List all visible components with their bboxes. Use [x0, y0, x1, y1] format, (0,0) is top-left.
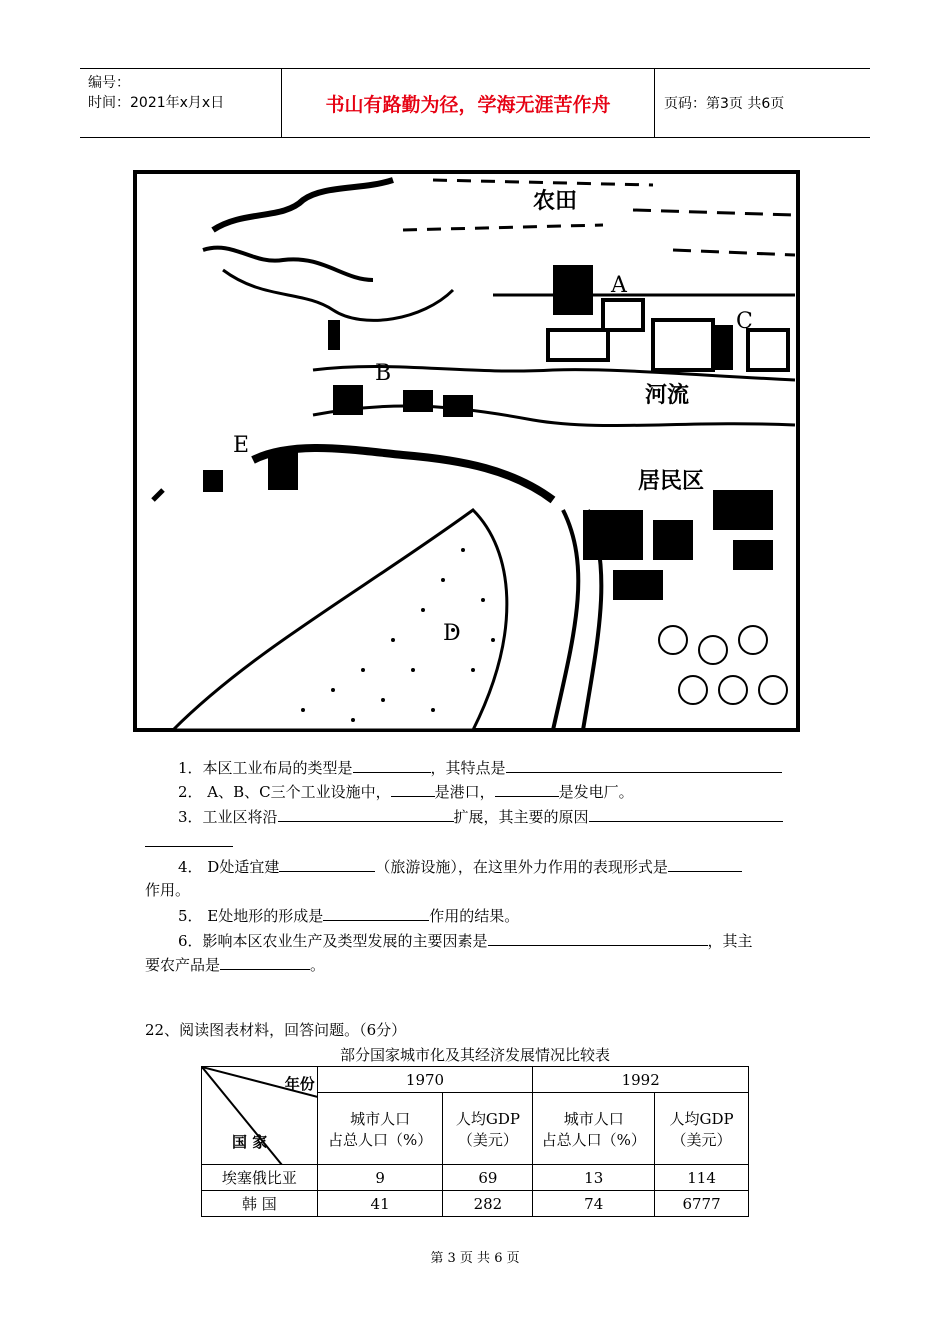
answer-blank[interactable] [495, 780, 559, 797]
label-b: B [375, 361, 392, 386]
question-22: 22、阅读图表材料，回答问题。（6分） [145, 1021, 407, 1039]
value-cell: 6777 [655, 1191, 749, 1217]
col-urban-1992: 城市人口 占总人口（%） [533, 1093, 655, 1165]
motto: 书山有路勤为径，学海无涯苦作舟 [325, 93, 611, 116]
col-urban-1970: 城市人口 占总人口（%） [317, 1093, 443, 1165]
question-1: 1．本区工业布局的类型是 ，其特点是 [178, 756, 782, 779]
label-d: D [443, 621, 461, 646]
industrial-area-map [133, 170, 800, 732]
question-3-continued [145, 830, 233, 853]
value-cell: 9 [317, 1165, 443, 1191]
answer-blank[interactable] [506, 756, 782, 773]
year-1992-header: 1992 [533, 1067, 749, 1093]
year-1970-header: 1970 [317, 1067, 533, 1093]
country-cell: 韩 国 [202, 1191, 318, 1217]
value-cell: 282 [443, 1191, 533, 1217]
answer-blank[interactable] [488, 929, 708, 946]
page-label: 页码：第3页 共6页 [664, 96, 785, 112]
header-right [654, 69, 870, 137]
question-2: 2． A、B、C三个工业设施中， 是港口， 是发电厂。 [178, 780, 634, 803]
farmland-label: 农田 [533, 189, 578, 214]
header-left [80, 69, 282, 137]
residential-label: 居民区 [638, 469, 705, 494]
answer-blank[interactable] [323, 904, 429, 921]
header-motto-cell [282, 69, 655, 137]
page-header [80, 68, 870, 138]
answer-blank[interactable] [220, 953, 310, 970]
table-row [202, 1165, 749, 1191]
corner-year: 年份 [284, 1075, 315, 1093]
label-e: E [233, 433, 250, 458]
label-c: C [736, 309, 753, 334]
value-cell: 114 [655, 1165, 749, 1191]
question-5: 5． E处地形的形成是 作用的结果。 [178, 904, 519, 927]
question-6-continued: 要农产品是 。 [145, 953, 325, 976]
country-cell: 埃塞俄比亚 [202, 1165, 318, 1191]
number-label: 编号： [88, 75, 130, 91]
answer-blank[interactable] [589, 805, 783, 822]
label-a: A [611, 273, 627, 298]
value-cell: 13 [533, 1165, 655, 1191]
table-title: 部分国家城市化及其经济发展情况比较表 [339, 1046, 610, 1064]
answer-blank[interactable] [279, 855, 375, 872]
value-cell: 41 [317, 1191, 443, 1217]
col-gdp-1992: 人均GDP （美元） [655, 1093, 749, 1165]
value-cell: 74 [533, 1191, 655, 1217]
river-label: 河流 [645, 383, 690, 408]
answer-blank[interactable] [353, 756, 431, 773]
question-4-continued: 作用。 [145, 881, 191, 899]
question-4: 4． D处适宜建 （旅游设施），在这里外力作用的表现形式是 [178, 855, 742, 878]
table-row [202, 1067, 749, 1093]
table-row [202, 1191, 749, 1217]
time-label: 时间：2021年x月x日 [88, 95, 225, 111]
question-6: 6．影响本区农业生产及类型发展的主要因素是 ，其主 [178, 929, 753, 952]
answer-blank[interactable] [668, 855, 742, 872]
value-cell: 69 [443, 1165, 533, 1191]
answer-blank[interactable] [391, 780, 435, 797]
corner-cell [202, 1067, 318, 1165]
answer-blank[interactable] [278, 805, 454, 822]
corner-country: 国 家 [232, 1133, 268, 1151]
col-gdp-1970: 人均GDP （美元） [443, 1093, 533, 1165]
urbanization-table [201, 1066, 749, 1217]
question-3: 3．工业区将沿 扩展，其主要的原因 [178, 805, 783, 828]
answer-blank[interactable] [145, 830, 233, 847]
page-footer: 第 3 页 共 6 页 [430, 1251, 520, 1266]
